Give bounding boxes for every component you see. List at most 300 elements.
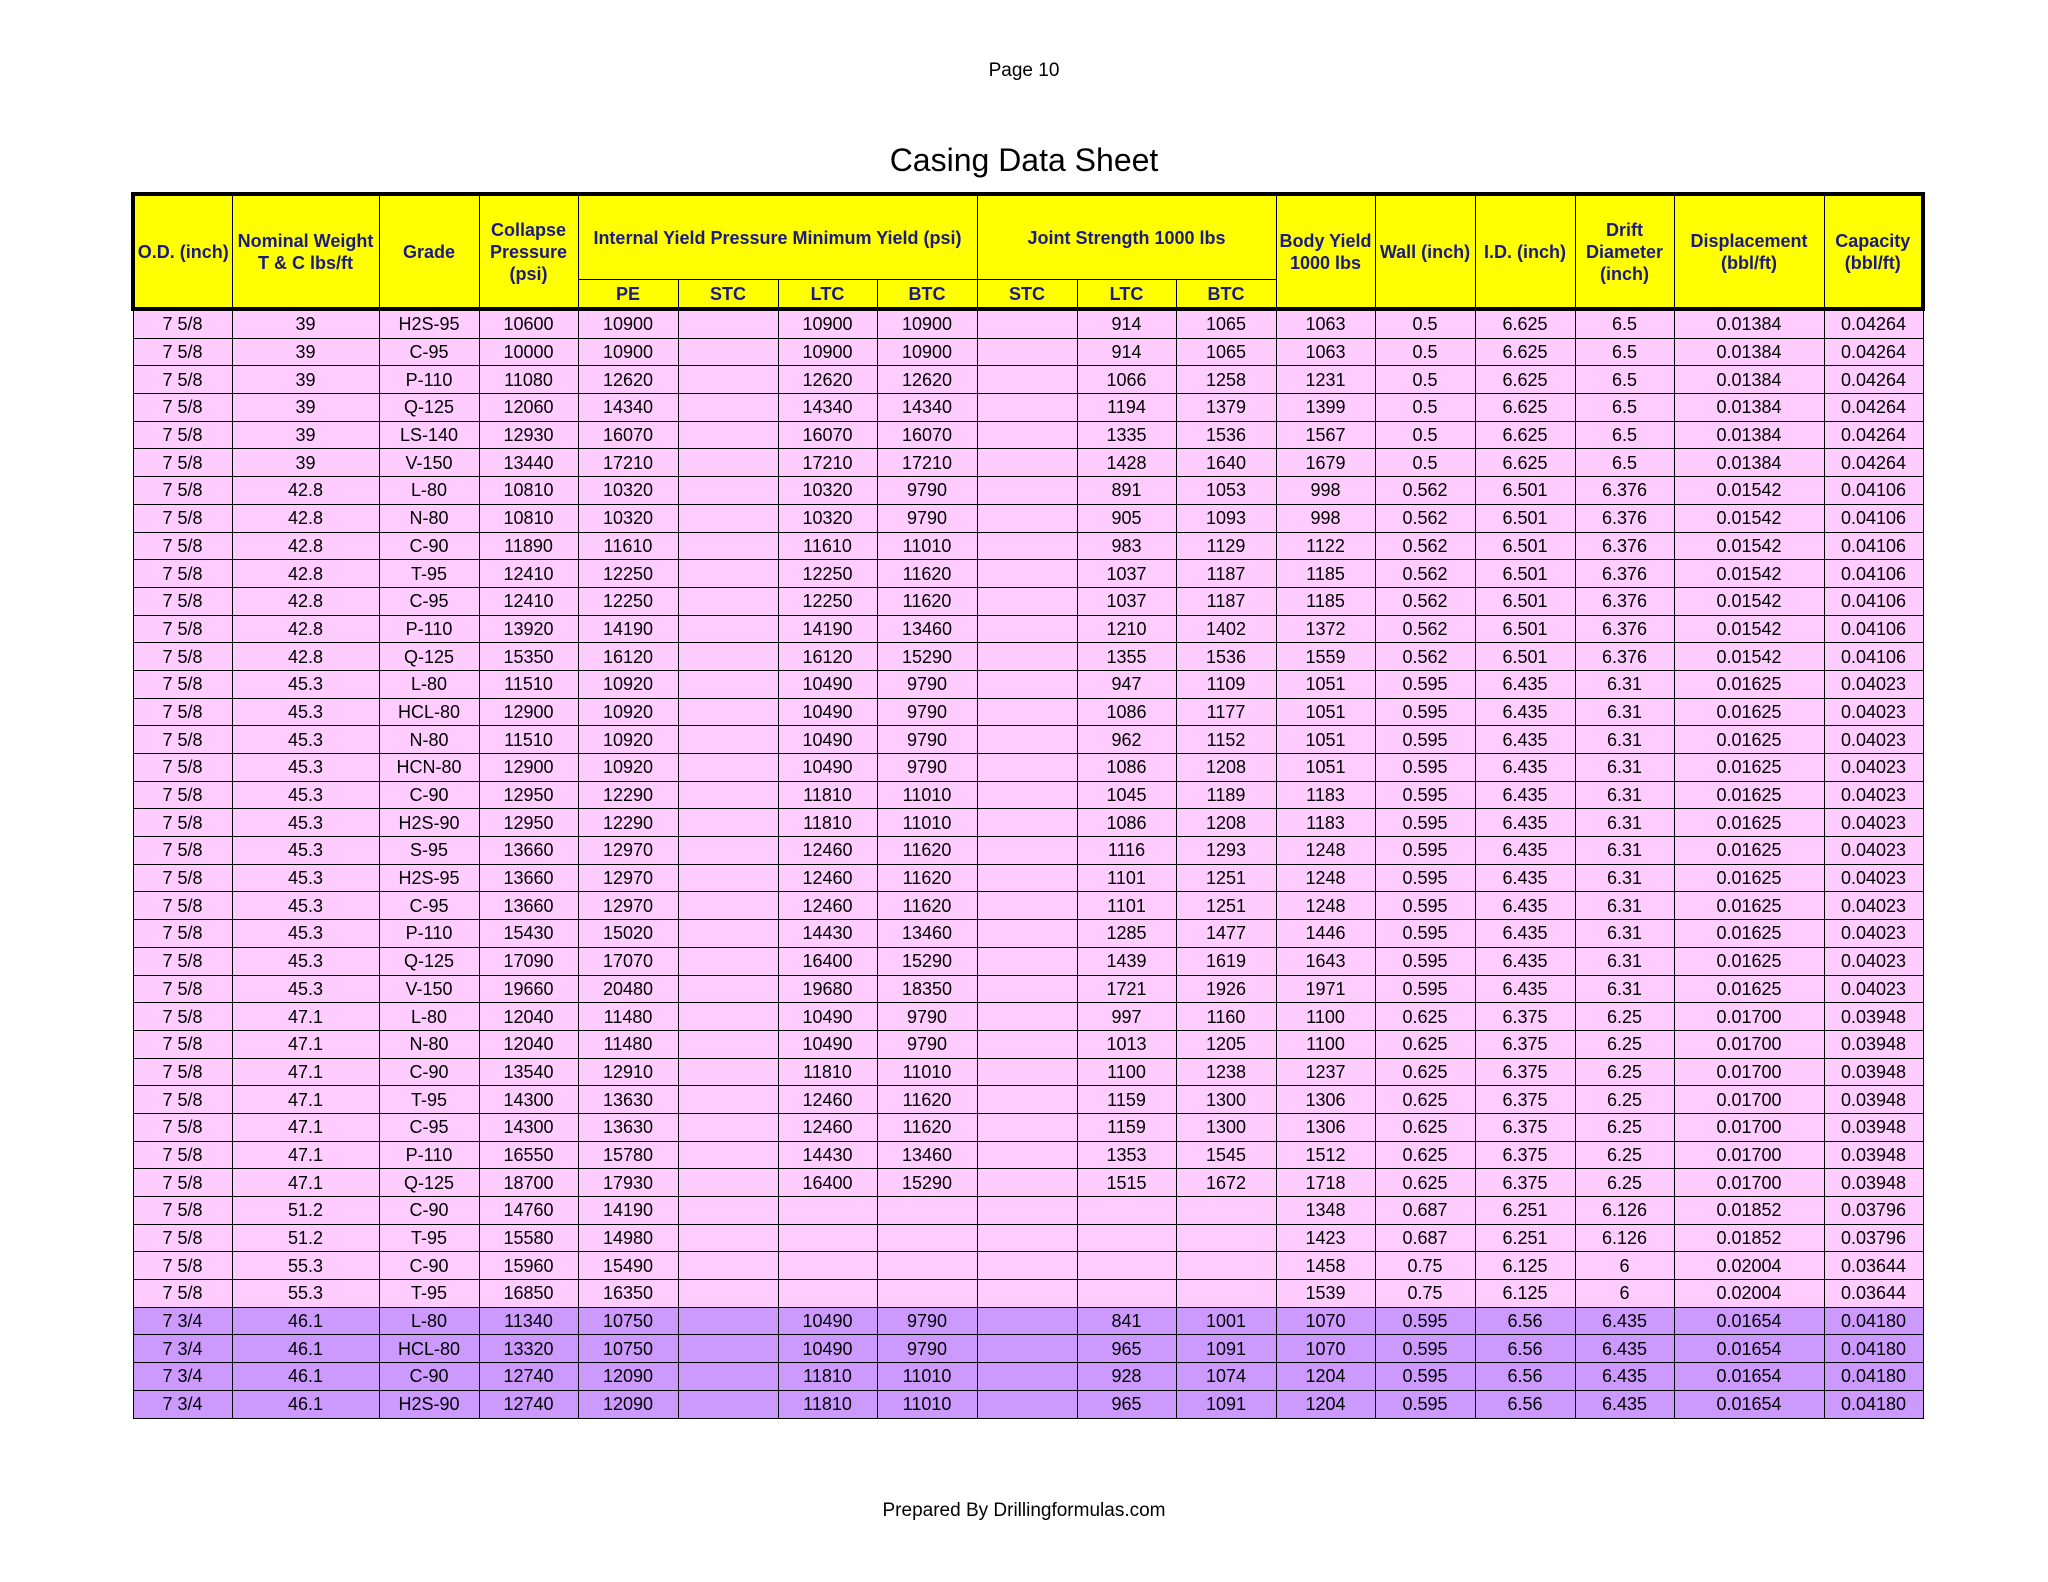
cell-iy-pe: 12620 [578,366,678,394]
col-header-od: O.D. (inch) [133,194,232,309]
cell-nominal-weight: 39 [232,338,379,366]
cell-wall: 0.562 [1375,587,1475,615]
cell-iy-stc [678,1086,778,1114]
cell-id: 6.435 [1475,809,1575,837]
cell-iy-stc [678,394,778,422]
cell-od: 7 3/4 [133,1363,232,1391]
col-header-drift-diameter: Drift Diameter (inch) [1575,194,1674,309]
cell-js-ltc [1077,1252,1176,1280]
cell-iy-btc: 9790 [877,1030,977,1058]
cell-drift-diameter: 6.5 [1575,421,1674,449]
cell-wall: 0.562 [1375,532,1475,560]
cell-iy-pe: 20480 [578,975,678,1003]
cell-js-stc [977,670,1077,698]
table-row [133,947,1923,975]
cell-js-stc [977,1280,1077,1308]
cell-js-ltc: 1037 [1077,587,1176,615]
cell-js-ltc: 841 [1077,1307,1176,1335]
cell-iy-ltc: 10490 [778,670,877,698]
cell-js-btc: 1300 [1176,1086,1276,1114]
cell-iy-stc [678,837,778,865]
cell-displacement: 0.01700 [1674,1086,1824,1114]
cell-wall: 0.625 [1375,1141,1475,1169]
casing-data-table [131,192,1925,1419]
cell-iy-btc: 9790 [877,754,977,782]
col-header-collapse-pressure: Collapse Pressure (psi) [479,194,578,309]
cell-capacity: 0.04106 [1824,504,1923,532]
cell-drift-diameter: 6.376 [1575,587,1674,615]
table-row [133,1003,1923,1031]
cell-iy-stc [678,892,778,920]
cell-grade: H2S-95 [379,864,479,892]
cell-displacement: 0.01852 [1674,1197,1824,1225]
cell-wall: 0.5 [1375,394,1475,422]
cell-grade: H2S-95 [379,309,479,338]
cell-js-stc [977,1363,1077,1391]
cell-wall: 0.562 [1375,560,1475,588]
cell-grade: HCL-80 [379,1335,479,1363]
cell-js-stc [977,1224,1077,1252]
cell-od: 7 5/8 [133,366,232,394]
table-row [133,1252,1923,1280]
cell-iy-ltc: 10320 [778,477,877,505]
cell-js-btc: 1091 [1176,1390,1276,1418]
cell-nominal-weight: 45.3 [232,892,379,920]
cell-id: 6.625 [1475,421,1575,449]
cell-collapse-pressure: 12040 [479,1030,578,1058]
table-row [133,504,1923,532]
cell-js-stc [977,892,1077,920]
cell-iy-btc: 15290 [877,947,977,975]
cell-drift-diameter: 6.5 [1575,449,1674,477]
cell-js-btc: 1536 [1176,421,1276,449]
cell-js-stc [977,754,1077,782]
cell-od: 7 5/8 [133,477,232,505]
cell-wall: 0.562 [1375,643,1475,671]
cell-od: 7 3/4 [133,1390,232,1418]
cell-od: 7 5/8 [133,1280,232,1308]
cell-collapse-pressure: 15580 [479,1224,578,1252]
table-row [133,754,1923,782]
cell-capacity: 0.04106 [1824,477,1923,505]
cell-iy-pe: 16120 [578,643,678,671]
cell-iy-ltc [778,1224,877,1252]
cell-iy-ltc [778,1197,877,1225]
table-row [133,920,1923,948]
cell-iy-btc: 12620 [877,366,977,394]
cell-js-ltc: 1159 [1077,1113,1176,1141]
table-row [133,670,1923,698]
cell-js-btc: 1160 [1176,1003,1276,1031]
cell-js-ltc [1077,1224,1176,1252]
cell-drift-diameter: 6.31 [1575,947,1674,975]
cell-iy-pe: 13630 [578,1113,678,1141]
cell-js-btc: 1129 [1176,532,1276,560]
cell-od: 7 5/8 [133,643,232,671]
cell-iy-ltc: 16070 [778,421,877,449]
cell-iy-pe: 10320 [578,504,678,532]
cell-js-stc [977,1169,1077,1197]
cell-wall: 0.5 [1375,366,1475,394]
cell-iy-pe: 12970 [578,864,678,892]
cell-iy-stc [678,975,778,1003]
cell-iy-ltc: 10900 [778,309,877,338]
cell-js-ltc: 965 [1077,1390,1176,1418]
cell-od: 7 5/8 [133,726,232,754]
table-row [133,1390,1923,1418]
cell-drift-diameter: 6.31 [1575,809,1674,837]
table-row [133,781,1923,809]
cell-drift-diameter: 6.376 [1575,615,1674,643]
cell-od: 7 5/8 [133,587,232,615]
cell-iy-stc [678,698,778,726]
cell-iy-btc: 18350 [877,975,977,1003]
cell-wall: 0.595 [1375,1335,1475,1363]
cell-js-btc [1176,1197,1276,1225]
cell-wall: 0.595 [1375,892,1475,920]
cell-capacity: 0.03644 [1824,1280,1923,1308]
table-row [133,975,1923,1003]
cell-drift-diameter: 6.126 [1575,1197,1674,1225]
cell-id: 6.375 [1475,1030,1575,1058]
cell-js-ltc: 914 [1077,338,1176,366]
cell-collapse-pressure: 12740 [479,1390,578,1418]
cell-iy-stc [678,1003,778,1031]
cell-iy-pe: 10900 [578,309,678,338]
cell-iy-pe: 15490 [578,1252,678,1280]
cell-iy-pe: 14190 [578,615,678,643]
cell-nominal-weight: 39 [232,366,379,394]
cell-nominal-weight: 47.1 [232,1058,379,1086]
cell-grade: L-80 [379,1307,479,1335]
cell-displacement: 0.01654 [1674,1390,1824,1418]
table-row [133,837,1923,865]
cell-js-btc: 1065 [1176,309,1276,338]
cell-id: 6.56 [1475,1390,1575,1418]
cell-capacity: 0.03796 [1824,1197,1923,1225]
cell-iy-pe: 12290 [578,809,678,837]
cell-js-stc [977,1307,1077,1335]
cell-iy-btc: 9790 [877,670,977,698]
cell-iy-btc: 16070 [877,421,977,449]
cell-drift-diameter: 6.376 [1575,532,1674,560]
cell-od: 7 5/8 [133,920,232,948]
cell-od: 7 5/8 [133,1058,232,1086]
cell-displacement: 0.01384 [1674,366,1824,394]
cell-js-ltc [1077,1280,1176,1308]
cell-body-yield: 1063 [1276,309,1375,338]
cell-capacity: 0.04106 [1824,587,1923,615]
cell-displacement: 0.01700 [1674,1169,1824,1197]
cell-displacement: 0.01384 [1674,394,1824,422]
cell-iy-pe: 12970 [578,837,678,865]
cell-collapse-pressure: 11510 [479,726,578,754]
cell-iy-pe: 14980 [578,1224,678,1252]
cell-grade: Q-125 [379,947,479,975]
cell-js-btc: 1074 [1176,1363,1276,1391]
cell-iy-pe: 17210 [578,449,678,477]
cell-drift-diameter: 6 [1575,1280,1674,1308]
cell-drift-diameter: 6.5 [1575,366,1674,394]
cell-od: 7 5/8 [133,1003,232,1031]
cell-drift-diameter: 6.435 [1575,1307,1674,1335]
col-header-iy-ltc: LTC [778,280,877,310]
cell-id: 6.435 [1475,892,1575,920]
cell-js-ltc: 947 [1077,670,1176,698]
cell-js-ltc: 1086 [1077,698,1176,726]
cell-od: 7 5/8 [133,781,232,809]
cell-grade: T-95 [379,1086,479,1114]
cell-id: 6.56 [1475,1335,1575,1363]
cell-drift-diameter: 6.376 [1575,504,1674,532]
cell-body-yield: 998 [1276,504,1375,532]
cell-iy-pe: 16350 [578,1280,678,1308]
cell-body-yield: 1718 [1276,1169,1375,1197]
cell-grade: HCL-80 [379,698,479,726]
cell-iy-pe: 10320 [578,477,678,505]
cell-iy-pe: 12250 [578,560,678,588]
cell-iy-btc: 11620 [877,1113,977,1141]
cell-drift-diameter: 6.25 [1575,1030,1674,1058]
cell-displacement: 0.01625 [1674,837,1824,865]
cell-id: 6.435 [1475,754,1575,782]
cell-iy-pe: 15780 [578,1141,678,1169]
cell-grade: L-80 [379,477,479,505]
cell-grade: Q-125 [379,643,479,671]
cell-nominal-weight: 45.3 [232,781,379,809]
cell-iy-btc [877,1224,977,1252]
cell-body-yield: 1399 [1276,394,1375,422]
cell-nominal-weight: 47.1 [232,1169,379,1197]
cell-js-ltc: 962 [1077,726,1176,754]
cell-capacity: 0.04023 [1824,670,1923,698]
cell-iy-ltc: 12620 [778,366,877,394]
cell-capacity: 0.04264 [1824,309,1923,338]
cell-iy-stc [678,532,778,560]
cell-od: 7 5/8 [133,1169,232,1197]
cell-collapse-pressure: 17090 [479,947,578,975]
cell-iy-btc: 9790 [877,504,977,532]
cell-js-btc: 1402 [1176,615,1276,643]
cell-capacity: 0.03948 [1824,1058,1923,1086]
cell-wall: 0.595 [1375,1363,1475,1391]
cell-od: 7 5/8 [133,1086,232,1114]
cell-nominal-weight: 42.8 [232,560,379,588]
cell-capacity: 0.03948 [1824,1113,1923,1141]
cell-iy-btc: 13460 [877,1141,977,1169]
cell-drift-diameter: 6.25 [1575,1003,1674,1031]
cell-od: 7 5/8 [133,615,232,643]
cell-grade: N-80 [379,1030,479,1058]
col-header-joint-strength: Joint Strength 1000 lbs [977,194,1276,280]
cell-js-ltc: 1353 [1077,1141,1176,1169]
cell-iy-ltc: 19680 [778,975,877,1003]
cell-od: 7 5/8 [133,837,232,865]
cell-nominal-weight: 47.1 [232,1141,379,1169]
col-header-body-yield: Body Yield 1000 lbs [1276,194,1375,309]
cell-iy-ltc: 12460 [778,892,877,920]
cell-iy-stc [678,615,778,643]
cell-od: 7 5/8 [133,421,232,449]
cell-iy-stc [678,643,778,671]
cell-iy-btc: 11620 [877,837,977,865]
table-row [133,309,1923,338]
cell-iy-ltc: 14340 [778,394,877,422]
cell-displacement: 0.01700 [1674,1141,1824,1169]
cell-iy-btc: 17210 [877,449,977,477]
cell-iy-ltc: 12460 [778,864,877,892]
cell-iy-pe: 17930 [578,1169,678,1197]
cell-grade: P-110 [379,366,479,394]
cell-js-ltc: 1086 [1077,754,1176,782]
cell-js-stc [977,975,1077,1003]
cell-nominal-weight: 47.1 [232,1086,379,1114]
cell-collapse-pressure: 16850 [479,1280,578,1308]
cell-displacement: 0.01625 [1674,947,1824,975]
cell-iy-ltc: 10490 [778,698,877,726]
col-header-displacement: Displacement (bbl/ft) [1674,194,1824,309]
cell-iy-btc: 11620 [877,864,977,892]
cell-displacement: 0.01542 [1674,643,1824,671]
cell-iy-ltc: 10900 [778,338,877,366]
cell-nominal-weight: 45.3 [232,947,379,975]
cell-iy-ltc: 16120 [778,643,877,671]
cell-drift-diameter: 6.5 [1575,338,1674,366]
cell-iy-stc [678,587,778,615]
cell-body-yield: 1559 [1276,643,1375,671]
cell-body-yield: 1512 [1276,1141,1375,1169]
cell-body-yield: 1248 [1276,892,1375,920]
cell-body-yield: 1679 [1276,449,1375,477]
cell-wall: 0.595 [1375,809,1475,837]
cell-displacement: 0.01625 [1674,670,1824,698]
cell-body-yield: 1643 [1276,947,1375,975]
cell-wall: 0.625 [1375,1086,1475,1114]
cell-drift-diameter: 6.435 [1575,1335,1674,1363]
cell-js-ltc: 1045 [1077,781,1176,809]
cell-collapse-pressure: 11340 [479,1307,578,1335]
cell-od: 7 5/8 [133,809,232,837]
cell-displacement: 0.01542 [1674,477,1824,505]
cell-js-btc: 1619 [1176,947,1276,975]
table-row [133,1335,1923,1363]
cell-od: 7 3/4 [133,1335,232,1363]
cell-iy-stc [678,309,778,338]
cell-id: 6.125 [1475,1280,1575,1308]
cell-js-ltc: 1100 [1077,1058,1176,1086]
cell-capacity: 0.04023 [1824,809,1923,837]
table-row [133,394,1923,422]
cell-grade: C-90 [379,1252,479,1280]
table-row [133,726,1923,754]
cell-capacity: 0.04023 [1824,947,1923,975]
cell-id: 6.375 [1475,1169,1575,1197]
cell-drift-diameter: 6.31 [1575,920,1674,948]
cell-capacity: 0.03796 [1824,1224,1923,1252]
cell-js-ltc: 1037 [1077,560,1176,588]
cell-wall: 0.625 [1375,1058,1475,1086]
cell-iy-btc: 15290 [877,1169,977,1197]
cell-drift-diameter: 6.5 [1575,309,1674,338]
cell-capacity: 0.03644 [1824,1252,1923,1280]
cell-nominal-weight: 46.1 [232,1307,379,1335]
table-body [133,309,1923,1418]
cell-od: 7 5/8 [133,975,232,1003]
cell-nominal-weight: 39 [232,449,379,477]
cell-iy-ltc: 12460 [778,837,877,865]
table-row [133,643,1923,671]
cell-body-yield: 1348 [1276,1197,1375,1225]
cell-id: 6.501 [1475,560,1575,588]
cell-js-btc: 1208 [1176,809,1276,837]
cell-js-stc [977,309,1077,338]
cell-js-stc [977,1030,1077,1058]
cell-wall: 0.562 [1375,477,1475,505]
table-row [133,615,1923,643]
cell-drift-diameter: 6.31 [1575,726,1674,754]
cell-displacement: 0.01654 [1674,1335,1824,1363]
cell-collapse-pressure: 11510 [479,670,578,698]
cell-iy-btc: 9790 [877,1307,977,1335]
cell-drift-diameter: 6.31 [1575,837,1674,865]
cell-js-btc: 1238 [1176,1058,1276,1086]
col-header-js-stc: STC [977,280,1077,310]
cell-od: 7 5/8 [133,560,232,588]
cell-js-stc [977,394,1077,422]
cell-displacement: 0.01625 [1674,864,1824,892]
cell-js-stc [977,477,1077,505]
cell-drift-diameter: 6.25 [1575,1086,1674,1114]
cell-id: 6.501 [1475,477,1575,505]
cell-iy-pe: 10900 [578,338,678,366]
cell-iy-btc: 14340 [877,394,977,422]
cell-collapse-pressure: 13660 [479,892,578,920]
cell-nominal-weight: 39 [232,394,379,422]
cell-grade: C-95 [379,892,479,920]
cell-wall: 0.625 [1375,1113,1475,1141]
cell-iy-ltc: 10490 [778,1335,877,1363]
cell-grade: V-150 [379,449,479,477]
cell-collapse-pressure: 12410 [479,587,578,615]
cell-js-btc: 1300 [1176,1113,1276,1141]
col-header-js-ltc: LTC [1077,280,1176,310]
cell-displacement: 0.01625 [1674,781,1824,809]
page-footer: Prepared By Drillingformulas.com [882,1500,1166,1521]
cell-nominal-weight: 45.3 [232,864,379,892]
cell-iy-stc [678,670,778,698]
cell-js-ltc: 905 [1077,504,1176,532]
cell-od: 7 5/8 [133,532,232,560]
cell-wall: 0.595 [1375,1390,1475,1418]
cell-displacement: 0.01625 [1674,754,1824,782]
cell-collapse-pressure: 13660 [479,837,578,865]
cell-grade: S-95 [379,837,479,865]
cell-id: 6.375 [1475,1141,1575,1169]
cell-body-yield: 1070 [1276,1307,1375,1335]
cell-js-btc: 1258 [1176,366,1276,394]
table-row [133,1307,1923,1335]
cell-iy-btc: 13460 [877,615,977,643]
cell-iy-btc: 15290 [877,643,977,671]
cell-od: 7 5/8 [133,892,232,920]
cell-body-yield: 1122 [1276,532,1375,560]
cell-wall: 0.595 [1375,920,1475,948]
col-header-iy-pe: PE [578,280,678,310]
cell-js-btc: 1001 [1176,1307,1276,1335]
cell-iy-stc [678,338,778,366]
table-row [133,532,1923,560]
cell-iy-btc: 11620 [877,560,977,588]
